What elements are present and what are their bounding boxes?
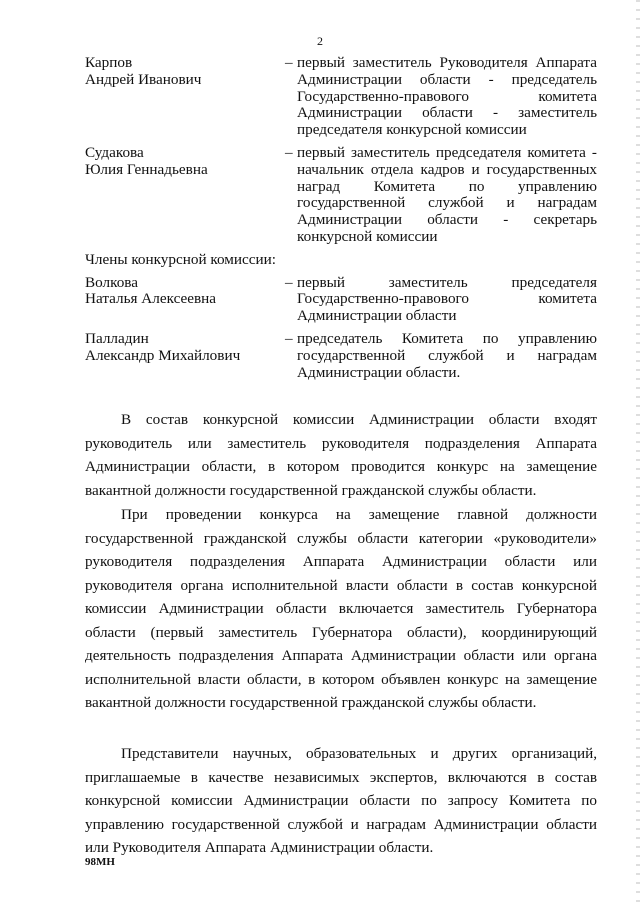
- role-dash: –: [285, 273, 293, 291]
- paragraph-text: При проведении конкурса на замещение главной должности государственной гражданской службы области категории «руководители» руководителя подразделения Аппарата Администрации области или руководителя органа исполнительной власти области в состав конкурсной комиссии Администрации области включается заместитель Губернатора области (первый заместитель Губернатора области), координирующий деятельность подразделения Аппарата Администрации области или органа исполнительной власти области, в котором объявлен конкурс на замещение вакантной должности государственной гражданской службы области.: [85, 506, 597, 711]
- member-role-text: первый заместитель Руководителя Аппарата Администрации области - председатель Государственно-правового комитета Администрации области - заместитель председателя конкурсной комиссии: [297, 54, 597, 139]
- member-surname: Палладин: [85, 329, 149, 347]
- member-role: [285, 145, 597, 246]
- member-entry: [85, 55, 597, 139]
- member-role-text: первый заместитель председателя комитета - начальник отдела кадров и государственных наград Комитета по управлению государственной службой и наградам Администрации области - секретарь конкурсной комиссии: [297, 143, 597, 245]
- member-entry: [85, 145, 597, 246]
- member-entry: [85, 275, 597, 325]
- member-given-names: Александр Михайлович: [85, 346, 241, 364]
- role-dash: –: [285, 143, 293, 161]
- role-dash: –: [285, 54, 293, 71]
- document-code: 98МН: [85, 856, 115, 868]
- member-given-names: Юлия Геннадьевна: [85, 160, 208, 178]
- member-name: [85, 145, 285, 246]
- member-role-text: председатель Комитета по управлению государственной службой и наградам Администрации области.: [297, 329, 597, 381]
- member-role-text: первый заместитель председателя Государственно-правового комитета Администрации области: [297, 273, 597, 325]
- member-surname: Карпов: [85, 54, 133, 71]
- member-entry: [85, 331, 597, 381]
- body-paragraph-deputy-governor: [85, 503, 597, 715]
- member-given-names: Андрей Иванович: [85, 70, 202, 88]
- members-heading: Члены конкурсной комиссии:: [85, 250, 276, 268]
- paragraph-text: В состав конкурсной комиссии Администрации области входят руководитель или заместитель руководителя подразделения Аппарата Администрации области, в котором проводится конкурс на замещение вакантной должности государственной гражданской службы области.: [85, 411, 597, 499]
- body-paragraph-experts: [85, 742, 597, 860]
- role-dash: –: [285, 329, 293, 347]
- member-surname: Судакова: [85, 143, 144, 161]
- member-role: [285, 275, 597, 325]
- paragraph-text: Представители научных, образовательных и других организаций, приглашаемые в качестве независимых экспертов, включаются в состав конкурсной комиссии Администрации области по запросу Комитета по управлению государственной службой и наградам Администрации области или Руководителя Аппарата Администрации области.: [85, 745, 597, 856]
- member-name: [85, 275, 285, 325]
- member-given-names: Наталья Алексеевна: [85, 290, 217, 308]
- scan-edge-marks: [636, 0, 640, 905]
- member-surname: Волкова: [85, 273, 139, 291]
- body-paragraph-composition: [85, 408, 597, 502]
- commission-list: [85, 55, 597, 387]
- member-name: [85, 331, 285, 381]
- page-number: 2: [317, 34, 323, 48]
- member-role: [285, 55, 597, 139]
- member-role: [285, 331, 597, 381]
- member-name: [85, 55, 285, 139]
